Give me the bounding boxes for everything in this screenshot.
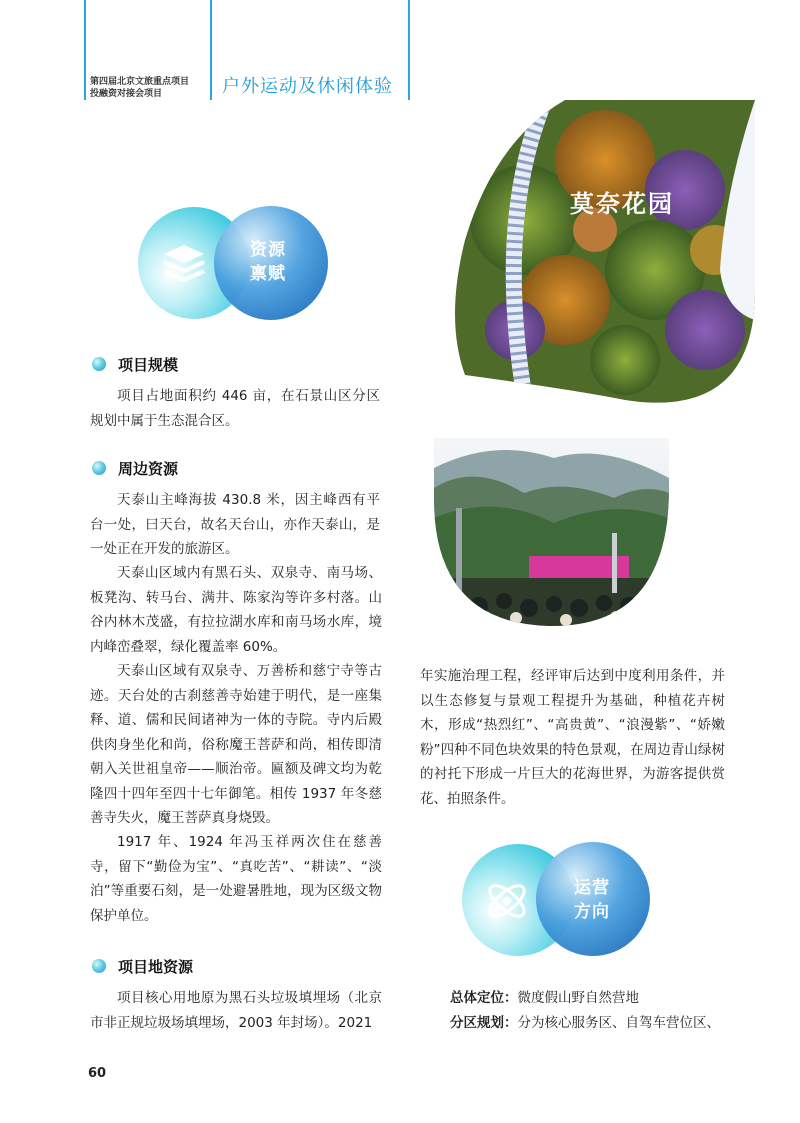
- flower-garden-caption: 莫奈花园: [570, 189, 674, 218]
- surrounding-paragraph-3: 天泰山区域有双泉寺、万善桥和慈宁寺等古迹。天台处的古刹慈善寺始建于明代，是一座集释、道、儒和民间诸神为一体的寺院。寺内后殿供肉身坐化和尚，俗称魔王菩萨和尚，相传即清朝入关世祖皇帝——顺治帝。匾额及碑文均为乾隆四十四年至四十七年御笔。相传 1937 年冬慈善寺失火，魔王菩萨真身烧毁。: [90, 663, 382, 826]
- positioning-line: [450, 986, 639, 1010]
- section-heading-surrounding: 周边资源: [92, 458, 178, 478]
- zoning-value: 分为核心服务区、自驾车营位区、: [517, 1015, 720, 1031]
- mountain-concert-photo: [434, 438, 669, 628]
- land-paragraph-continued: 年实施治理工程，经评审后达到中度利用条件，并以生态修复与景观工程提升为基础，种植花卉树木，形成“热烈红”、“高贵黄”、“浪漫紫”、“娇嫩粉”四种不同色块效果的特色景观，在周边青山绿树的衬托下形成一片巨大的花海世界，为游客提供赏花、拍照条件。: [420, 668, 725, 807]
- bullet-dot-icon: [92, 357, 106, 371]
- section-heading-land: 项目地资源: [92, 956, 193, 976]
- page-number: 60: [88, 1066, 107, 1081]
- header-divider-left: [84, 0, 86, 100]
- positioning-value: 微度假山野自然营地: [517, 990, 639, 1006]
- stacked-layers-icon: [160, 243, 208, 283]
- surrounding-paragraph-2: 天泰山区域内有黑石头、双泉寺、南马场、板凳沟、转马台、满井、陈家沟等许多村落。山谷内林木茂盛，有拉拉湖水库和南马场水库，境内峰峦叠翠，绿化覆盖率 60%。: [90, 565, 382, 655]
- flower-garden-photo: [455, 100, 755, 430]
- land-paragraph: 项目核心用地原为黑石头垃圾填埋场（北京市非正规垃圾场填埋场，2003 年封场）。2021: [90, 990, 382, 1031]
- surrounding-paragraph-4: 1917 年、1924 年冯玉祥两次住在慈善寺，留下“勤俭为宝”、“真吃苦”、“耕读”、“淡泊”等重要石刻，是一处避暑胜地，现为区级文物保护单位。: [90, 834, 382, 924]
- section-heading-scale: 项目规模: [92, 354, 178, 374]
- zoning-label: 分区规划：: [450, 1015, 518, 1031]
- operation-badge-label: 运营 方向: [574, 878, 610, 922]
- header-event-name: 第四届北京文旅重点项目 投融资对接会项目: [90, 77, 190, 99]
- scale-paragraph: 项目占地面积约 446 亩，在石景山区分区规划中属于生态混合区。: [90, 388, 380, 429]
- resources-badge-label: 资源 禀赋: [250, 240, 286, 284]
- surrounding-paragraph-1: 天泰山主峰海拔 430.8 米，因主峰西有平台一处，曰天台，故名天台山，亦作天泰山，是一处正在开发的旅游区。: [90, 492, 380, 557]
- positioning-label: 总体定位：: [450, 990, 518, 1006]
- header-divider-middle: [210, 0, 212, 100]
- header-title: 户外运动及休闲体验: [222, 76, 393, 97]
- bullet-dot-icon: [92, 461, 106, 475]
- header-divider-right: [408, 0, 410, 100]
- atom-orbit-icon: [482, 878, 532, 924]
- zoning-line: [450, 1011, 720, 1035]
- bullet-dot-icon: [92, 959, 106, 973]
